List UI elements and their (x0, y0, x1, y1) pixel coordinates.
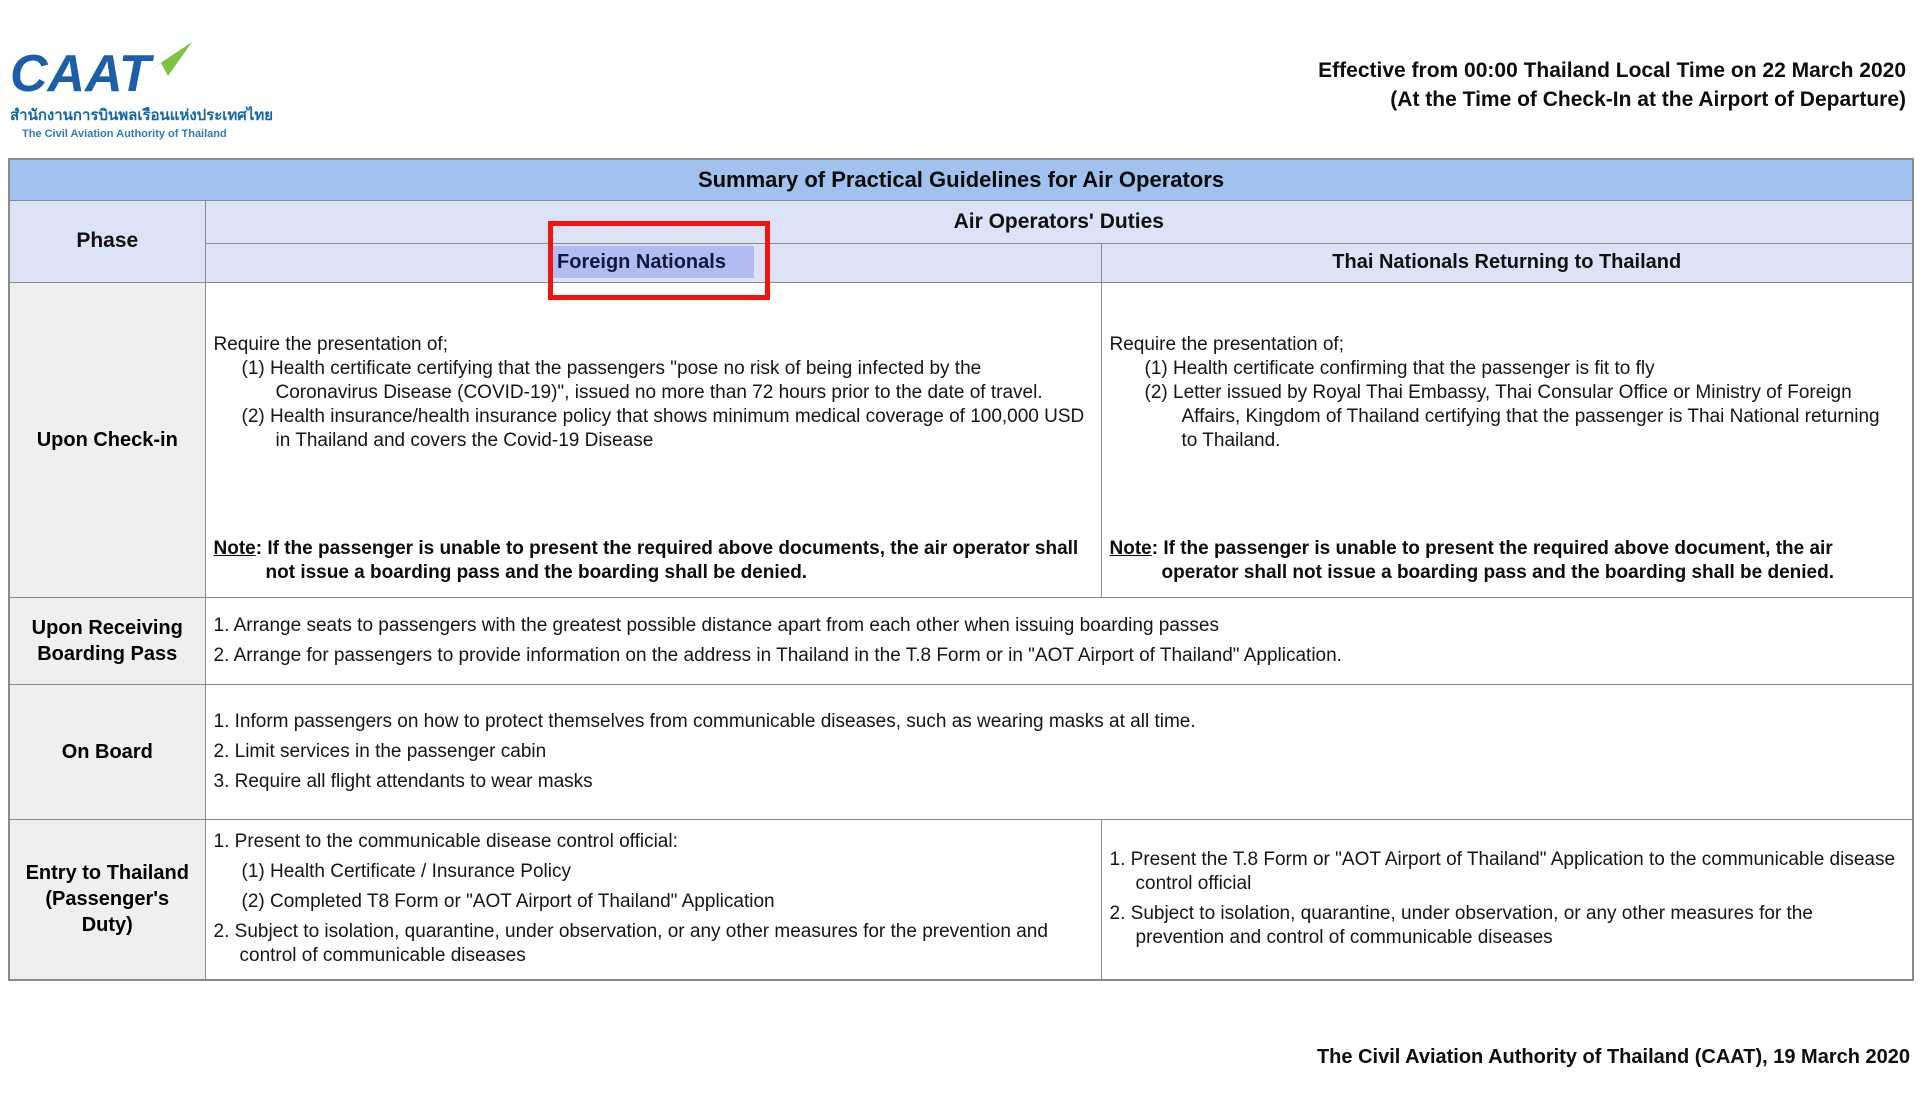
air-operators-duties-header: Air Operators' Duties (205, 200, 1913, 243)
effective-date-line2: (At the Time of Check-In at the Airport of Departure) (1390, 88, 1906, 112)
row-entry-to-thailand (9, 819, 1913, 980)
thai-nationals-header: Thai Nationals Returning to Thailand (1101, 243, 1913, 282)
check-in-thai-cell (1101, 282, 1913, 597)
caat-logo (10, 45, 274, 140)
check-in-thai-intro: Require the presentation of; (1109, 333, 1344, 355)
guidelines-table (8, 158, 1914, 981)
row-boarding-pass (9, 597, 1913, 684)
on-board-item-1: 1. Inform passengers on how to protect themselves from communicable diseases, such as wearing masks at all time. (213, 710, 1196, 732)
check-in-foreign-cell (205, 282, 1101, 597)
row-upon-check-in (9, 282, 1913, 597)
check-in-foreign-intro: Require the presentation of; (213, 333, 448, 355)
document-footer: The Civil Aviation Authority of Thailand (CAAT), 19 March 2020 (1316, 1046, 1910, 1068)
entry-thai-cell (1101, 819, 1913, 980)
entry-foreign-subitem-1: (1) Health Certificate / Insurance Policy (241, 861, 571, 882)
foreign-nationals-header (205, 243, 1101, 282)
entry-thai-item-1: 1. Present the T.8 Form or "AOT Airport of Thailand" Application to the communicable disease control official (1109, 849, 1896, 894)
caat-arrow-icon (147, 42, 193, 82)
phase-on-board: On Board (9, 684, 205, 819)
phase-column-header: Phase (9, 200, 205, 282)
entry-thai-item-2: 2. Subject to isolation, quarantine, under observation, or any other measures for the prevention and control of communicable diseases (1109, 903, 1813, 948)
caat-logo-text: CAAT (10, 45, 151, 103)
check-in-thai-note: Note: If the passenger is unable to present the required above document, the air operator shall not issue a boarding pass and the boarding shall be denied. (1109, 537, 1835, 583)
effective-date-line1: Effective from 00:00 Thailand Local Time on 22 March 2020 (1318, 59, 1906, 82)
entry-foreign-cell (205, 819, 1101, 980)
foreign-nationals-selected-text[interactable]: Foreign Nationals (552, 246, 754, 278)
check-in-foreign-item-2: (2) Health insurance/health insurance policy that shows minimum medical coverage of 100,000 USD in Thailand and covers the Covid-19 Disease (241, 405, 1085, 451)
boarding-pass-item-2: 2. Arrange for passengers to provide information on the address in Thailand in the T.8 Form or in "AOT Airport of Thailand" Application. (213, 644, 1342, 666)
boarding-pass-cell (205, 597, 1913, 684)
check-in-foreign-item-1: (1) Health certificate certifying that the passengers "pose no risk of being infected by the Coronavirus Disease (COVID-19)", issued no more than 72 hours prior to the date of travel. (241, 357, 1043, 403)
entry-foreign-subitem-2: (2) Completed T8 Form or "AOT Airport of Thailand" Application (241, 891, 775, 912)
on-board-item-3: 3. Require all flight attendants to wear masks (213, 770, 593, 792)
logo-thai-name: สำนักงานการบินพลเรือนแห่งประเทศไทย (10, 107, 274, 124)
table-title: Summary of Practical Guidelines for Air Operators (9, 159, 1913, 200)
boarding-pass-item-1: 1. Arrange seats to passengers with the greatest possible distance apart from each other when issuing boarding passes (213, 614, 1219, 636)
on-board-cell (205, 684, 1913, 819)
phase-upon-check-in: Upon Check-in (9, 282, 205, 597)
check-in-thai-item-1: (1) Health certificate confirming that the passenger is fit to fly (1144, 357, 1655, 379)
effective-date-header (1318, 56, 1906, 115)
check-in-thai-item-2: (2) Letter issued by Royal Thai Embassy, Thai Consular Office or Ministry of Foreign Affairs, Kingdom of Thailand certifying that the passenger is Thai National returning to Thailand. (1144, 381, 1880, 451)
check-in-foreign-note: Note: If the passenger is unable to present the required above documents, the air operator shall not issue a boarding pass and the boarding shall be denied. (213, 537, 1079, 583)
row-on-board (9, 684, 1913, 819)
phase-boarding-pass: Upon Receiving Boarding Pass (9, 597, 205, 684)
phase-entry-to-thailand: Entry to Thailand (Passenger's Duty) (9, 819, 205, 980)
logo-english-name: The Civil Aviation Authority of Thailand (22, 128, 227, 140)
entry-foreign-item-1: 1. Present to the communicable disease control official: (213, 831, 678, 852)
on-board-item-2: 2. Limit services in the passenger cabin (213, 740, 547, 762)
entry-foreign-item-2: 2. Subject to isolation, quarantine, under observation, or any other measures for the prevention and control of communicable diseases (213, 921, 1048, 966)
